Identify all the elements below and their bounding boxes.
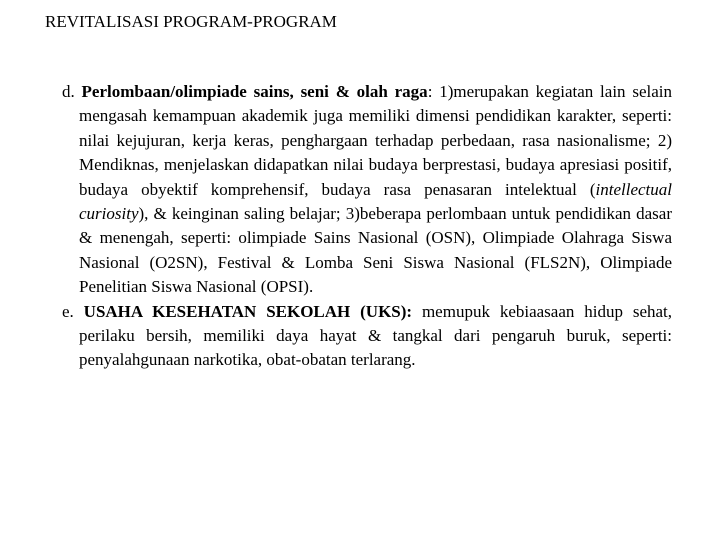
list-item-e (62, 300, 672, 373)
item-text: memupuk kebiaasaan hidup sehat, perilaku bersih, memiliki daya hayat & tangkal dari pengaruh buruk, seperti: penyalahgunaan narkotika, obat-obatan terlarang. (79, 301, 673, 370)
item-text-continued: ), & keinginan saling belajar; 3)beberapa perlombaan untuk pendidikan dasar & menengah, seperti: olimpiade Sains Nasional (OSN), Olimpiade Olahraga Siswa Nasional (O2SN), Festival & Lomba Seni Siswa Nasional (FLS2N), Olimpiade Penelitian Siswa Nasional (OPSI). (79, 204, 672, 297)
slide-title: REVITALISASI PROGRAM-PROGRAM (45, 12, 337, 31)
item-text: : 1)merupakan kegiatan lain selain mengasah kemampuan akademik juga memiliki dimensi pendidikan karakter, seperti: nilai kejujuran, kerja keras, penghargaan terhadap perbedaan, rasa nasionalisme; 2) Mendiknas, menjelaskan didapatkan nilai budaya berprestasi, budaya apresiasi positif, budaya obyektif komprehensif, budaya rasa penasaran intelektual ( (79, 82, 672, 199)
content-body (62, 80, 672, 373)
list-item-d (62, 80, 672, 300)
item-heading: USAHA KESEHATAN SEKOLAH (UKS): (83, 301, 413, 321)
item-italic-term: intellectual curiosity (79, 179, 672, 224)
item-marker: e. (62, 301, 74, 321)
item-heading: Perlombaan/olimpiade sains, seni & olah raga (81, 82, 428, 101)
item-marker: d. (62, 82, 75, 101)
